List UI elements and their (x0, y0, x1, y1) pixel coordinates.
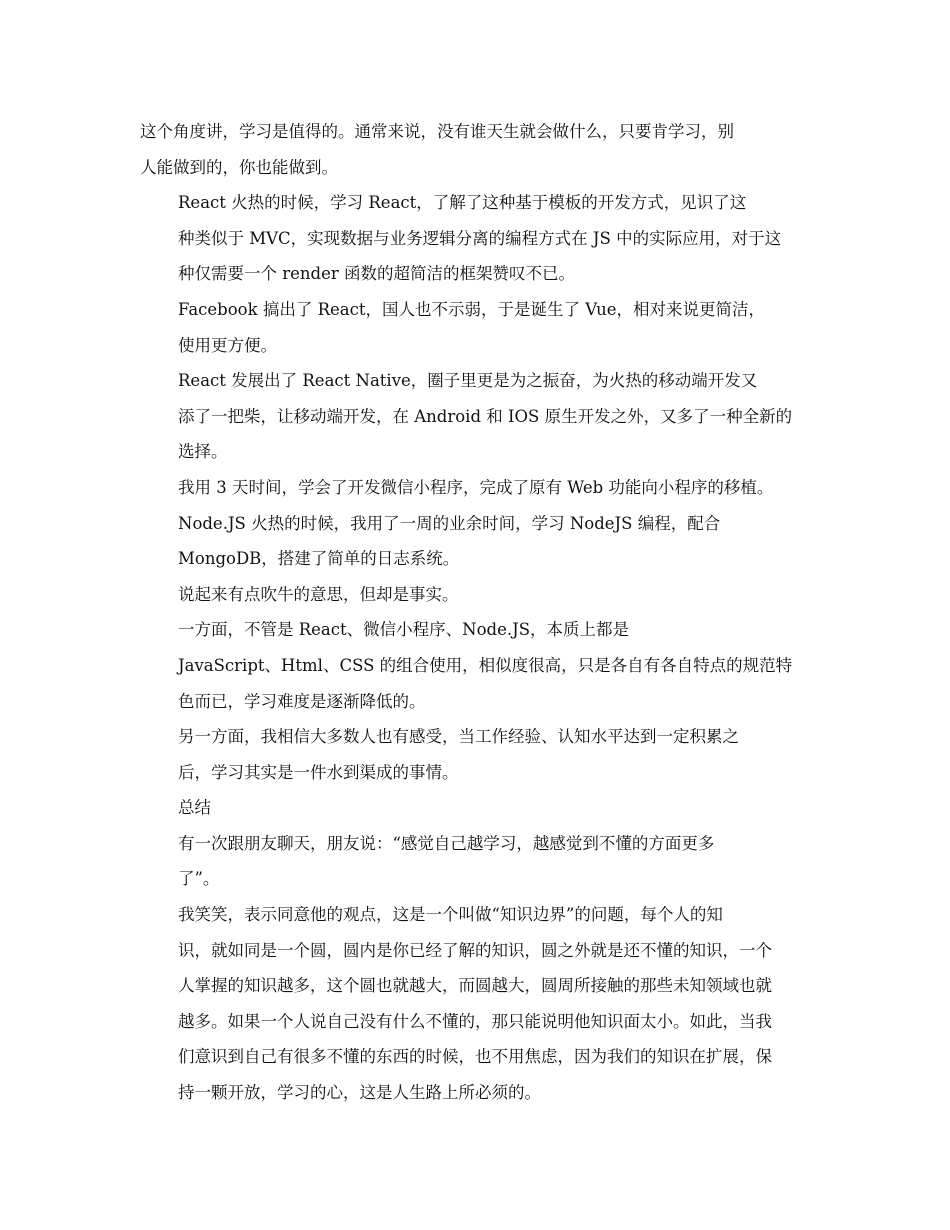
document-body (140, 114, 820, 1111)
text-line: 选择。 (178, 442, 228, 462)
text-line: 色而已，学习难度是逐渐降低的。 (178, 691, 426, 711)
paragraph (140, 292, 820, 363)
paragraph (140, 114, 820, 185)
text-line: Facebook 搞出了 React，国人也不示弱，于是诞生了 Vue，相对来说更简洁， (178, 299, 765, 319)
paragraph (140, 719, 820, 790)
paragraph (140, 577, 820, 613)
text-line: 说起来有点吹牛的意思，但却是事实。 (178, 584, 459, 604)
text-line: React 火热的时候，学习 React，了解了这种基于模板的开发方式，见识了这 (178, 193, 747, 213)
text-line: MongoDB，搭建了简单的日志系统。 (178, 549, 460, 569)
paragraph (140, 185, 820, 292)
paragraph (140, 470, 820, 506)
text-line: 总结 (178, 798, 211, 818)
paragraph (140, 790, 820, 826)
text-line: 我笑笑，表示同意他的观点，这是一个叫做“知识边界”的问题，每个人的知 (178, 905, 723, 925)
text-line: 这个角度讲，学习是值得的。通常来说，没有谁天生就会做什么，只要肯学习，别 (140, 122, 734, 141)
text-line: 越多。如果一个人说自己没有什么不懂的，那只能说明他知识面太小。如此，当我 (178, 1011, 772, 1031)
text-line: 另一方面，我相信大多数人也有感受，当工作经验、认知水平达到一定积累之 (178, 727, 739, 747)
paragraph (140, 506, 820, 577)
text-line: 人能做到的，你也能做到。 (140, 157, 338, 177)
text-line: 我用 3 天时间，学会了开发微信小程序，完成了原有 Web 功能向小程序的移植。 (178, 477, 774, 497)
text-line: 一方面，不管是 React、微信小程序、Node.JS，本质上都是 (178, 620, 630, 640)
text-line: 们意识到自己有很多不懂的东西的时候，也不用焦虑，因为我们的知识在扩展，保 (178, 1047, 772, 1067)
paragraph (140, 612, 820, 719)
text-line: 识，就如同是一个圆，圆内是你已经了解的知识，圆之外就是还不懂的知识，一个 (178, 940, 772, 960)
text-line: React 发展出了 React Native，圈子里更是为之振奋，为火热的移动端开发又 (178, 371, 758, 391)
text-line: Node.JS 火热的时候，我用了一周的业余时间，学习 NodeJS 编程，配合 (178, 513, 721, 533)
text-line: 种仅需要一个 render 函数的超简洁的框架赞叹不已。 (178, 264, 575, 284)
paragraph (140, 897, 820, 1111)
paragraph (140, 826, 820, 897)
text-line: 有一次跟朋友聊天，朋友说：“感觉自己越学习，越感觉到不懂的方面更多 (178, 833, 715, 853)
text-line: JavaScript、Html、CSS 的组合使用，相似度很高，只是各自有各自特点的规范特 (178, 655, 793, 675)
paragraph (140, 363, 820, 470)
text-line: 添了一把柴，让移动端开发，在 Android 和 IOS 原生开发之外，又多了一种全新的 (178, 406, 793, 426)
text-line: 使用更方便。 (178, 335, 277, 355)
text-line: 种类似于 MVC，实现数据与业务逻辑分离的编程方式在 JS 中的实际应用，对于这 (178, 228, 782, 248)
text-line: 后，学习其实是一件水到渠成的事情。 (178, 762, 459, 782)
text-line: 持一颗开放，学习的心，这是人生路上所必须的。 (178, 1083, 541, 1103)
text-line: 人掌握的知识越多，这个圆也就越大，而圆越大，圆周所接触的那些未知领域也就 (178, 976, 772, 996)
text-line: 了”。 (178, 869, 220, 889)
